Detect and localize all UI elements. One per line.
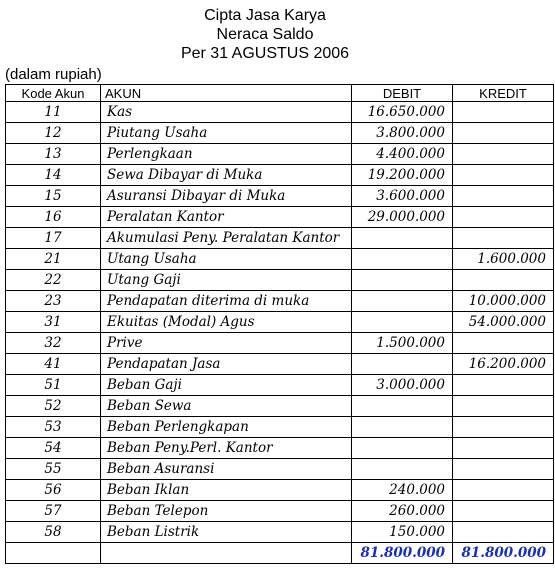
account-code: 13 [6, 144, 101, 165]
kredit-value [453, 270, 554, 291]
table-row [6, 480, 554, 501]
account-name: Pendapatan Jasa [101, 354, 352, 375]
report-header [0, 6, 530, 63]
kredit-value [453, 123, 554, 144]
debit-value: 1.500.000 [352, 333, 453, 354]
debit-value: 150.000 [352, 522, 453, 543]
account-code: 58 [6, 522, 101, 543]
column-header-debit: DEBIT [352, 85, 453, 102]
table-row [6, 396, 554, 417]
table-row [6, 312, 554, 333]
report-title: Neraca Saldo [216, 26, 314, 43]
account-name: Perlengkaan [101, 144, 352, 165]
account-name: Beban Iklan [101, 480, 352, 501]
account-code: 23 [6, 291, 101, 312]
kredit-value [453, 501, 554, 522]
kredit-value [453, 522, 554, 543]
account-code: 14 [6, 165, 101, 186]
kredit-value [453, 396, 554, 417]
account-name: Ekuitas (Modal) Agus [101, 312, 352, 333]
debit-value: 19.200.000 [352, 165, 453, 186]
account-name: Utang Usaha [101, 249, 352, 270]
account-name: Beban Sewa [101, 396, 352, 417]
account-code: 32 [6, 333, 101, 354]
table-row [6, 375, 554, 396]
column-header-kode: Kode Akun [6, 85, 101, 102]
debit-value [352, 249, 453, 270]
report-period: Per 31 AGUSTUS 2006 [180, 45, 350, 62]
account-name: Asuransi Dibayar di Muka [101, 186, 352, 207]
kredit-value: 1.600.000 [453, 249, 554, 270]
account-code: 52 [6, 396, 101, 417]
account-code: 21 [6, 249, 101, 270]
debit-value [352, 270, 453, 291]
account-name: Pendapatan diterima di muka [101, 291, 352, 312]
table-row [6, 249, 554, 270]
kredit-value [453, 480, 554, 501]
account-code: 17 [6, 228, 101, 249]
kredit-value: 16.200.000 [453, 354, 554, 375]
table-header-row [6, 85, 554, 102]
debit-value: 4.400.000 [352, 144, 453, 165]
kredit-value [453, 144, 554, 165]
debit-value: 3.800.000 [352, 123, 453, 144]
total-kredit: 81.800.000 [453, 543, 554, 564]
account-code: 11 [6, 102, 101, 123]
table-row [6, 123, 554, 144]
debit-value [352, 291, 453, 312]
table-row [6, 417, 554, 438]
debit-value [352, 417, 453, 438]
account-code: 22 [6, 270, 101, 291]
account-name: Piutang Usaha [101, 123, 352, 144]
debit-value [352, 354, 453, 375]
account-code: 53 [6, 417, 101, 438]
account-name: Beban Telepon [101, 501, 352, 522]
total-debit: 81.800.000 [352, 543, 453, 564]
account-name: Beban Peny.Perl. Kantor [101, 438, 352, 459]
account-code: 51 [6, 375, 101, 396]
debit-value [352, 459, 453, 480]
total-akun-cell [101, 543, 352, 564]
kredit-value: 10.000.000 [453, 291, 554, 312]
account-name: Prive [101, 333, 352, 354]
debit-value: 260.000 [352, 501, 453, 522]
debit-value: 3.600.000 [352, 186, 453, 207]
kredit-value [453, 333, 554, 354]
table-row [6, 438, 554, 459]
account-name: Utang Gaji [101, 270, 352, 291]
table-row [6, 165, 554, 186]
table-row [6, 270, 554, 291]
debit-value: 3.000.000 [352, 375, 453, 396]
kredit-value [453, 375, 554, 396]
account-name: Sewa Dibayar di Muka [101, 165, 352, 186]
table-row [6, 144, 554, 165]
kredit-value: 54.000.000 [453, 312, 554, 333]
table-row [6, 291, 554, 312]
kredit-value [453, 228, 554, 249]
account-code: 41 [6, 354, 101, 375]
account-name: Akumulasi Peny. Peralatan Kantor [101, 228, 352, 249]
currency-unit: (dalam rupiah) [5, 66, 102, 83]
debit-value: 29.000.000 [352, 207, 453, 228]
table-row [6, 333, 554, 354]
account-name: Peralatan Kantor [101, 207, 352, 228]
account-name: Beban Gaji [101, 375, 352, 396]
table-row [6, 186, 554, 207]
kredit-value [453, 165, 554, 186]
account-name: Kas [101, 102, 352, 123]
debit-value [352, 396, 453, 417]
kredit-value [453, 207, 554, 228]
debit-value [352, 228, 453, 249]
total-kode-cell [6, 543, 101, 564]
table-row [6, 522, 554, 543]
table-row [6, 228, 554, 249]
table-row [6, 354, 554, 375]
account-code: 12 [6, 123, 101, 144]
table-row [6, 207, 554, 228]
debit-value [352, 438, 453, 459]
kredit-value [453, 459, 554, 480]
column-header-kredit: KREDIT [453, 85, 554, 102]
kredit-value [453, 438, 554, 459]
table-row [6, 459, 554, 480]
account-code: 31 [6, 312, 101, 333]
account-name: Beban Listrik [101, 522, 352, 543]
kredit-value [453, 186, 554, 207]
column-header-akun: AKUN [101, 85, 352, 102]
account-code: 16 [6, 207, 101, 228]
company-name: Cipta Jasa Karya [204, 7, 326, 24]
account-name: Beban Perlengkapan [101, 417, 352, 438]
table-row [6, 102, 554, 123]
kredit-value [453, 102, 554, 123]
account-code: 15 [6, 186, 101, 207]
debit-value: 16.650.000 [352, 102, 453, 123]
account-code: 55 [6, 459, 101, 480]
account-code: 57 [6, 501, 101, 522]
kredit-value [453, 417, 554, 438]
trial-balance-table [5, 84, 554, 564]
account-name: Beban Asuransi [101, 459, 352, 480]
account-code: 56 [6, 480, 101, 501]
account-code: 54 [6, 438, 101, 459]
debit-value: 240.000 [352, 480, 453, 501]
debit-value [352, 312, 453, 333]
total-row [6, 543, 554, 564]
table-row [6, 501, 554, 522]
